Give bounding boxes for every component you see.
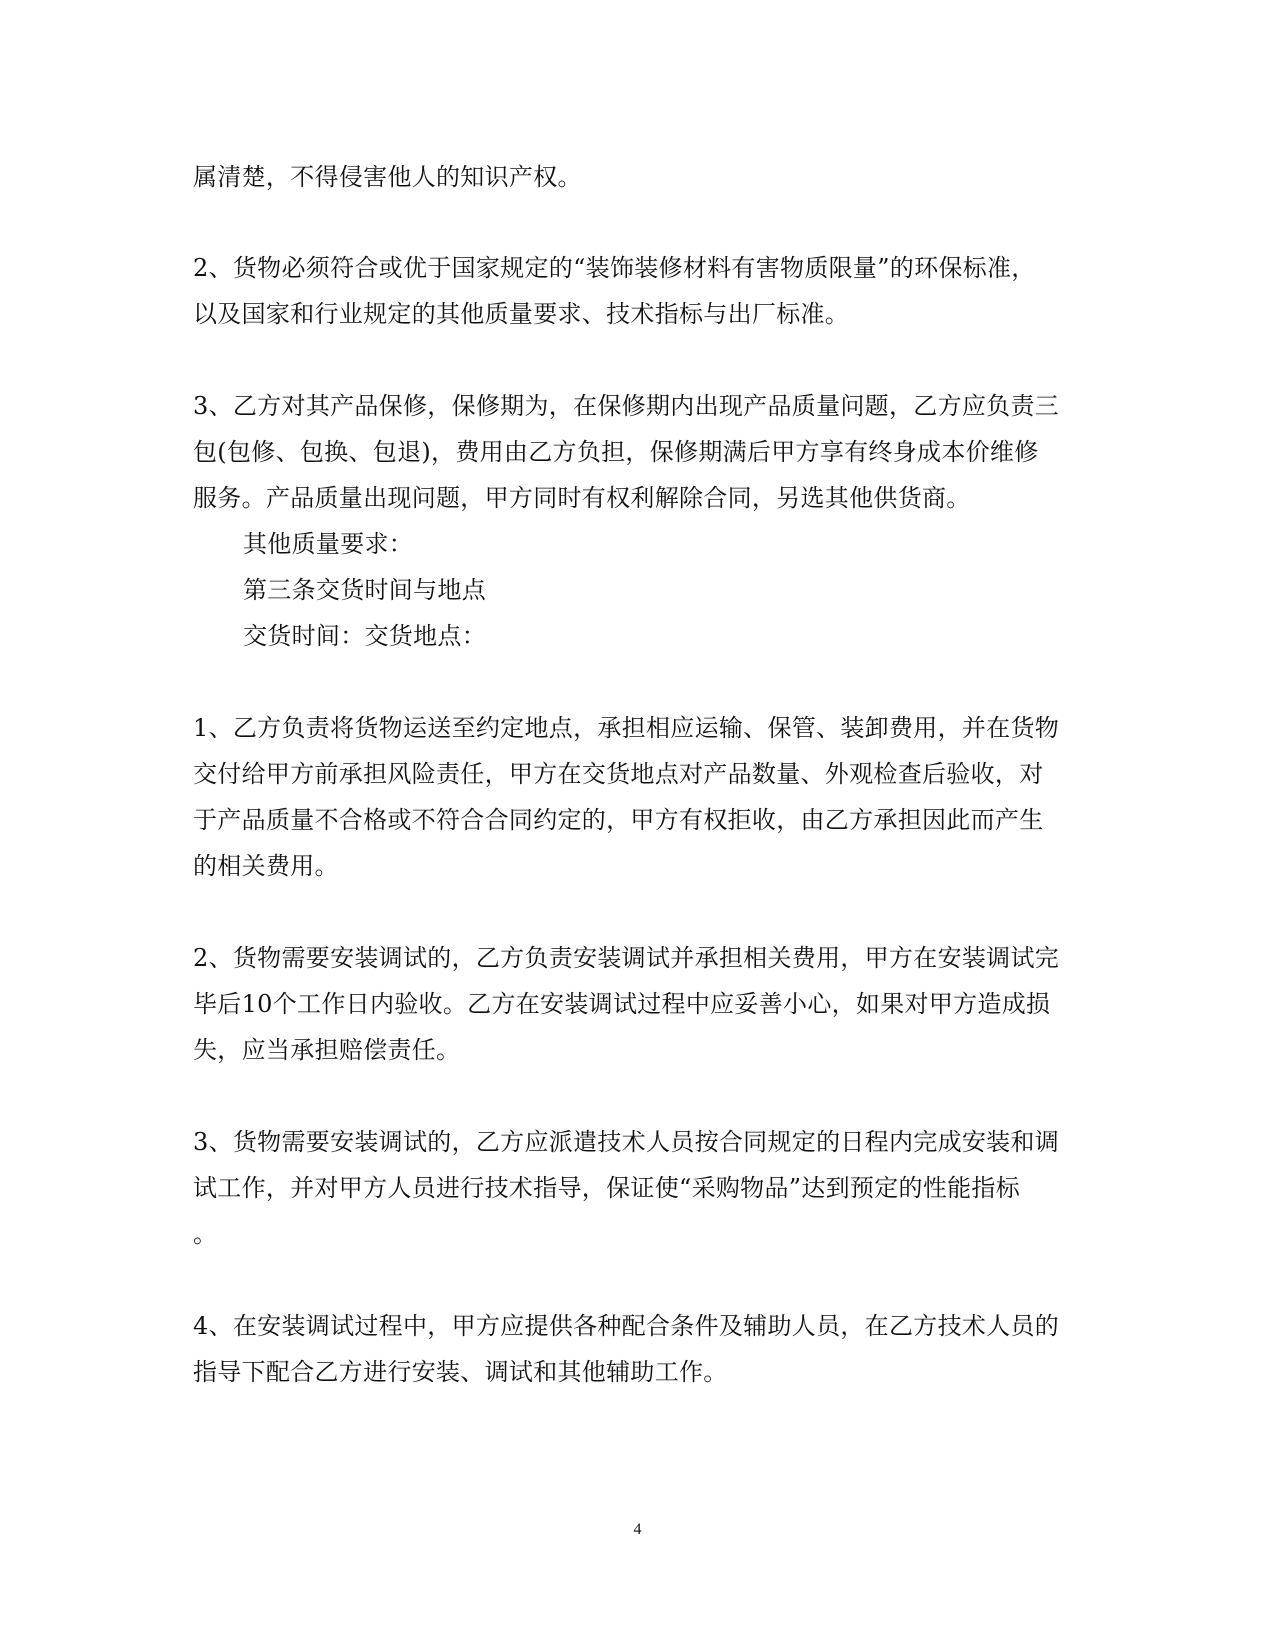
paragraph-line: 3、货物需要安装调试的，乙方应派遣技术人员按合同规定的日程内完成安装和调 — [193, 1128, 1060, 1156]
section-heading: 第三条交货时间与地点 — [243, 576, 486, 604]
paragraph-line: 于产品质量不合格或不符合合同约定的，甲方有权拒收，由乙方承担因此而产生 — [193, 806, 1044, 834]
paragraph-line: 毕后10个工作日内验收。乙方在安装调试过程中应妥善小心，如果对甲方造成损 — [193, 990, 1051, 1018]
paragraph-line: 其他质量要求： — [243, 530, 414, 558]
paragraph-line: 的相关费用。 — [193, 852, 339, 880]
paragraph-line: 包(包修、包换、包退)，费用由乙方负担，保修期满后甲方享有终身成本价维修 — [193, 438, 1039, 466]
paragraph-line: 。 — [193, 1220, 218, 1248]
paragraph-line: 3、乙方对其产品保修，保修期为，在保修期内出现产品质量问题，乙方应负责三 — [193, 392, 1060, 420]
paragraph-line: 2、货物必须符合或优于国家规定的“装饰装修材料有害物质限量”的环保标准， — [193, 254, 1036, 282]
paragraph-line: 交付给甲方前承担风险责任，甲方在交货地点对产品数量、外观检查后验收，对 — [193, 760, 1044, 788]
paragraph-line: 4、在安装调试过程中，甲方应提供各种配合条件及辅助人员，在乙方技术人员的 — [193, 1312, 1060, 1340]
paragraph-line: 指导下配合乙方进行安装、调试和其他辅助工作。 — [193, 1358, 728, 1386]
page-number: 4 — [633, 1521, 642, 1538]
paragraph-line: 属清楚，不得侵害他人的知识产权。 — [193, 163, 582, 191]
paragraph-line: 服务。产品质量出现问题，甲方同时有权利解除合同，另选其他供货商。 — [193, 484, 971, 512]
paragraph-line: 1、乙方负责将货物运送至约定地点，承担相应运输、保管、装卸费用，并在货物 — [193, 714, 1060, 742]
paragraph-line: 失，应当承担赔偿责任。 — [193, 1036, 461, 1064]
paragraph-line: 2、货物需要安装调试的，乙方负责安装调试并承担相关费用，甲方在安装调试完 — [193, 944, 1060, 972]
paragraph-line: 交货时间：交货地点： — [243, 622, 486, 650]
paragraph-line: 试工作，并对甲方人员进行技术指导，保证使“采购物品”达到预定的性能指标 — [193, 1174, 1021, 1202]
paragraph-line: 以及国家和行业规定的其他质量要求、技术指标与出厂标准。 — [193, 300, 850, 328]
